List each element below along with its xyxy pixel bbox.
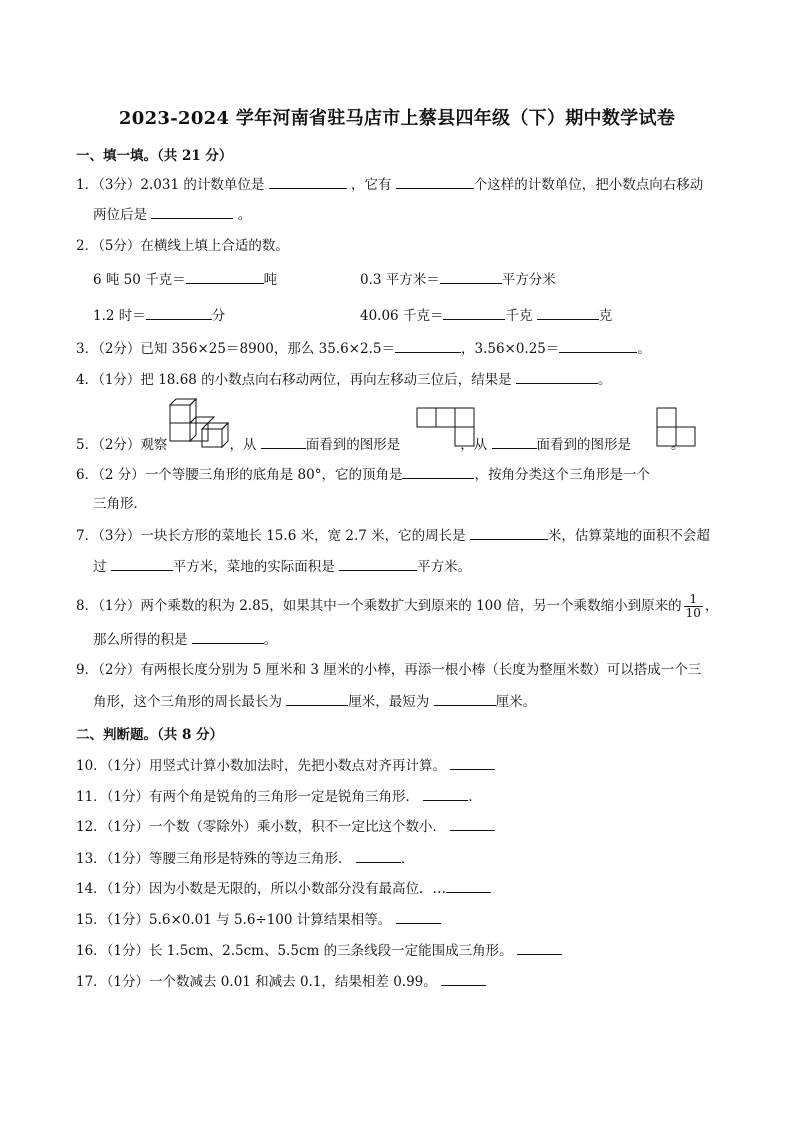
question-1-cont: 两位后是 。	[93, 204, 251, 225]
answer-blank[interactable]	[434, 691, 496, 706]
question-8-cont: 那么所得的积是 。	[93, 629, 277, 650]
answer-blank[interactable]	[492, 434, 537, 449]
answer-blank[interactable]	[146, 305, 212, 320]
question-7-cont: 过 平方米，菜地的实际面积是 平方米。	[93, 556, 471, 577]
answer-blank[interactable]	[396, 174, 474, 189]
judge-question: 17．（1分）一个数减去 0.01 和减去 0.1，结果相差 0.99。	[76, 971, 486, 992]
answer-blank[interactable]	[537, 305, 599, 320]
answer-blank[interactable]	[402, 464, 474, 479]
answer-blank[interactable]	[151, 204, 233, 219]
judge-question: 11．（1分）有两个角是锐角的三角形一定是锐角三角形． ．	[76, 786, 482, 807]
answer-blank[interactable]	[395, 338, 461, 353]
answer-blank[interactable]	[339, 556, 417, 571]
fraction: $\frac{1}{10}$	[685, 592, 701, 620]
answer-blank[interactable]	[111, 556, 173, 571]
answer-blank[interactable]	[443, 305, 505, 320]
question-9-cont: 角形，这个三角形的周长最长为 厘米，最短为 厘米。	[93, 691, 536, 712]
judge-question: 14．（1分）因为小数是无限的，所以小数部分没有最高位．…	[76, 878, 491, 899]
answer-blank[interactable]	[516, 369, 598, 384]
question-6: 6．（2 分）一个等腰三角形的底角是 80°，它的顶角是 ，按角分类这个三角形是一个	[76, 464, 650, 485]
cube-stack-figure	[166, 396, 238, 452]
judge-question: 12．（1分）一个数（零除外）乘小数，积不一定比这个数小．	[76, 816, 495, 837]
answer-blank[interactable]	[450, 816, 495, 831]
section-heading-judge: 二、判断题。（共 8 分）	[76, 727, 224, 743]
answer-blank[interactable]	[192, 629, 264, 644]
answer-blank[interactable]	[269, 174, 347, 189]
answer-blank[interactable]	[446, 878, 491, 893]
judge-question: 15．（1分）5.6×0.01 与 5.6÷100 计算结果相等。	[76, 909, 441, 930]
answer-blank[interactable]	[286, 691, 348, 706]
question-7: 7．（3分）一块长方形的菜地长 15.6 米，宽 2.7 米，它的周长是 米，估算菜地的面积不会超	[76, 525, 710, 546]
page-title: 2023-2024 学年河南省驻马店市上蔡县四年级（下）期中数学试卷	[118, 108, 676, 129]
question-1: 1．（3分）2.031 的计数单位是 ，它有 个这样的计数单位，把小数点向右移动	[76, 174, 703, 195]
answer-blank[interactable]	[517, 940, 562, 955]
question-2-row2-left: 1.2 时＝ 分	[93, 305, 225, 326]
question-2-row1-right: 0.3 平方米＝ 平方分米	[360, 269, 556, 290]
section-heading-fill: 一、填一填。（共 21 分）	[76, 148, 233, 164]
question-2: 2．（5分）在横线上填上合适的数。	[76, 238, 289, 254]
question-8: 8．（1分）两个乘数的积为 2.85，如果其中一个乘数扩大到原来的 100 倍，另一个乘数缩小到原来的 $\frac{1}{10}$ ，	[76, 592, 719, 620]
answer-blank[interactable]	[441, 971, 486, 986]
question-6-cont: 三角形．	[93, 496, 147, 512]
answer-blank[interactable]	[450, 755, 495, 770]
answer-blank[interactable]	[396, 909, 441, 924]
judge-question: 16．（1分）长 1.5cm、2.5cm、5.5cm 的三条线段一定能围成三角形。	[76, 940, 562, 961]
view-figure-1	[416, 407, 476, 447]
view-figure-2	[656, 407, 698, 447]
answer-blank[interactable]	[470, 525, 548, 540]
question-2-row1-left: 6 吨 50 千克＝ 吨	[93, 269, 277, 290]
answer-blank[interactable]	[440, 269, 502, 284]
question-2-row2-right: 40.06 千克＝ 千克 克	[360, 305, 612, 326]
answer-blank[interactable]	[186, 269, 264, 284]
question-3: 3．（2分）已知 356×25＝8900，那么 35.6×2.5＝ ，3.56×0.25＝ 。	[76, 338, 651, 359]
judge-question: 10．（1分）用竖式计算小数加法时，先把小数点对齐再计算。	[76, 755, 495, 776]
question-5: 5．（2分）观察 ，从 面看到的图形是 ，从 面看到的图形是 。	[76, 434, 685, 455]
question-4: 4．（1分）把 18.68 的小数点向右移动两位，再向左移动三位后，结果是 。	[76, 369, 611, 390]
answer-blank[interactable]	[423, 786, 468, 801]
question-9: 9．（2分）有两根长度分别为 5 厘米和 3 厘米的小棒，再添一根小棒（长度为整厘米数）可以搭成一个三	[76, 662, 702, 678]
answer-blank[interactable]	[559, 338, 637, 353]
answer-blank[interactable]	[356, 848, 401, 863]
judge-question: 13．（1分）等腰三角形是特殊的等边三角形． ．	[76, 848, 414, 869]
answer-blank[interactable]	[261, 434, 306, 449]
